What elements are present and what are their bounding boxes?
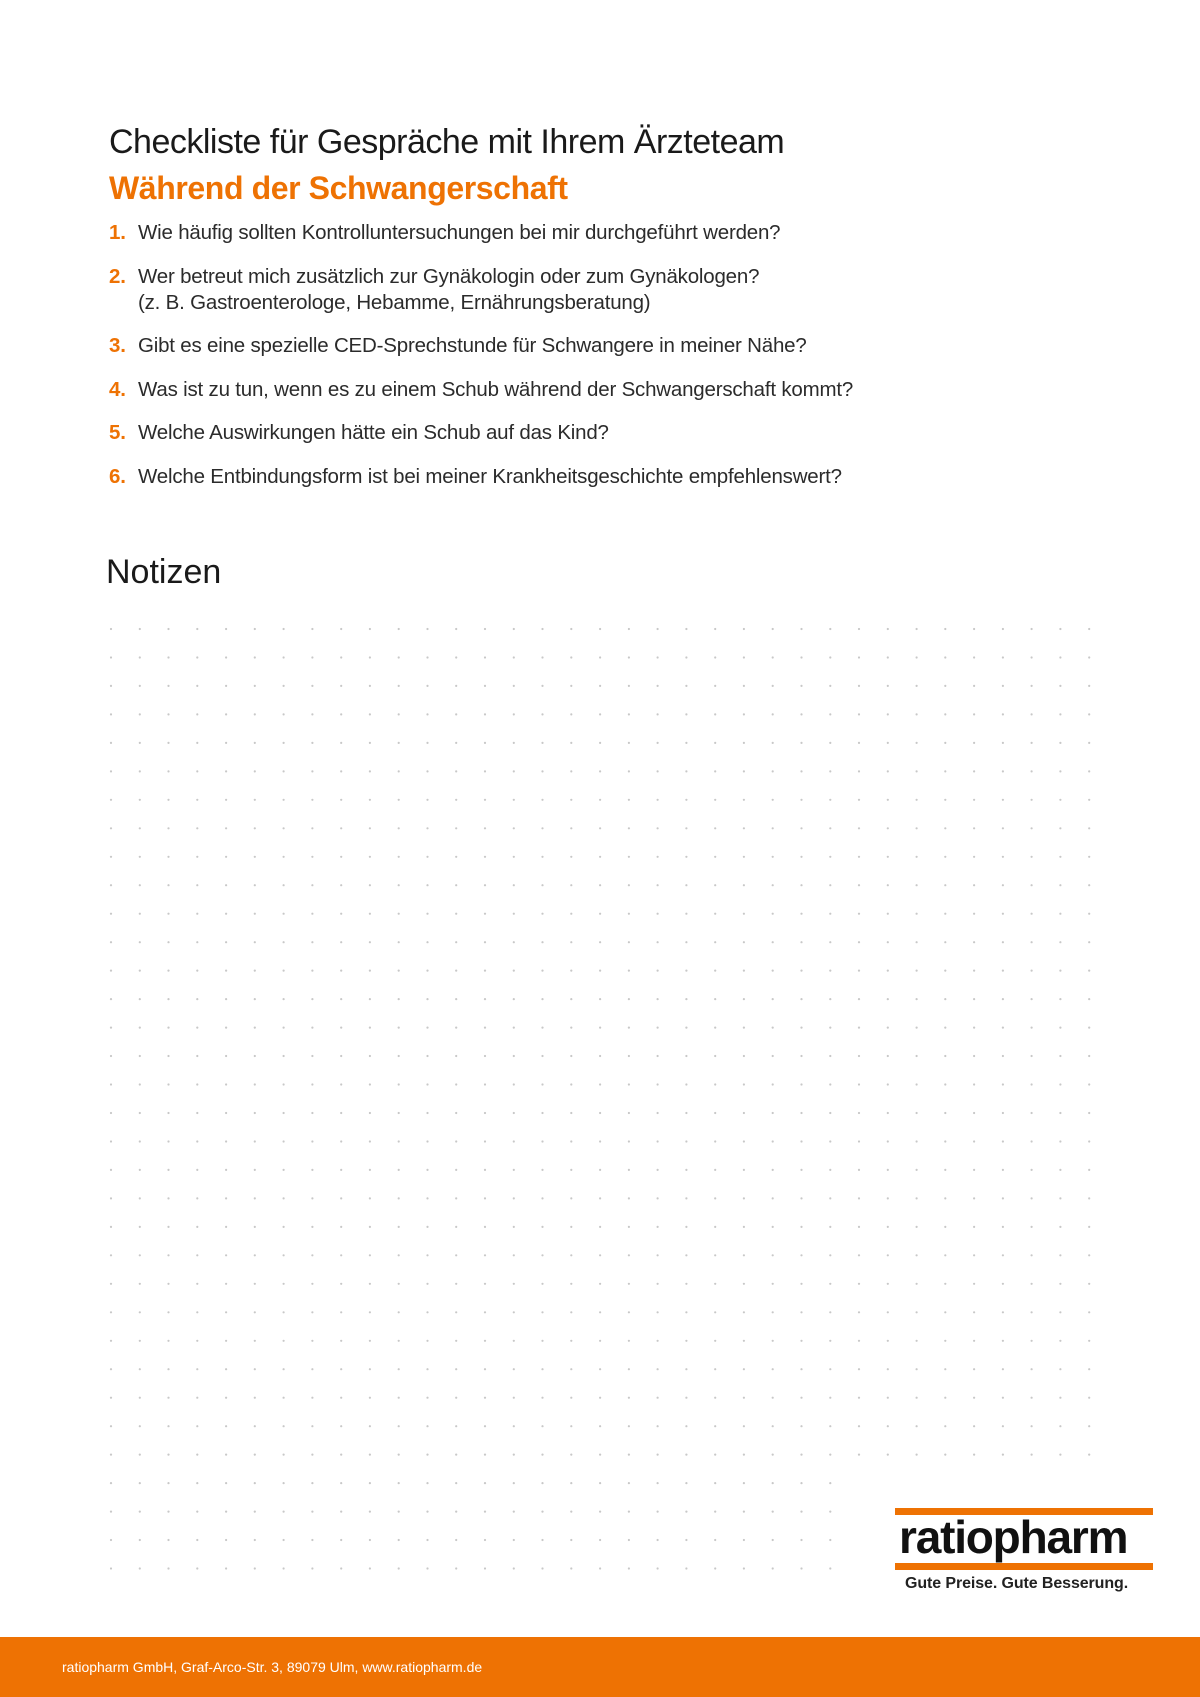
logo-wordmark: ratiopharm <box>899 1511 1128 1563</box>
question-number: 4. <box>109 377 126 401</box>
ratiopharm-logo <box>895 1508 1153 1598</box>
page-title: Checkliste für Gespräche mit Ihrem Ärzteteam <box>109 122 785 161</box>
question-text: Was ist zu tun, wenn es zu einem Schub während der Schwangerschaft kommt? <box>138 377 854 401</box>
page-subtitle: Während der Schwangerschaft <box>109 169 568 206</box>
logo-tagline: Gute Preise. Gute Besserung. <box>905 1575 1129 1592</box>
question-number: 3. <box>109 334 126 357</box>
question-list <box>109 220 1009 507</box>
question-item <box>109 377 1009 403</box>
question-text: Wer betreut mich zusätzlich zur Gynäkologin oder zum Gynäkologen? <box>138 264 760 288</box>
question-number: 1. <box>109 221 126 244</box>
question-number: 5. <box>109 421 126 444</box>
question-item <box>109 264 1009 316</box>
footer-band <box>0 1637 1200 1697</box>
notes-heading: Notizen <box>106 553 222 591</box>
logo-bar-bottom <box>895 1563 1153 1570</box>
question-text: Wie häufig sollten Kontrolluntersuchungen bei mir durchgeführt werden? <box>138 221 781 244</box>
question-text: Gibt es eine spezielle CED-Sprechstunde für Schwangere in meiner Nähe? <box>138 334 807 357</box>
question-item <box>109 464 1009 490</box>
question-number: 6. <box>109 464 126 488</box>
question-text: Welche Auswirkungen hätte ein Schub auf das Kind? <box>138 421 609 444</box>
question-item <box>109 333 1009 359</box>
question-subtext: (z. B. Gastroenterologe, Hebamme, Ernährungsberatung) <box>138 290 651 314</box>
question-item <box>109 420 1009 446</box>
question-number: 2. <box>109 264 126 288</box>
question-text-block <box>138 264 759 316</box>
footer-address: ratiopharm GmbH, Graf-Arco-Str. 3, 89079 Ulm, www.ratiopharm.de <box>62 1659 483 1675</box>
question-text: Welche Entbindungsform ist bei meiner Krankheitsgeschichte empfehlenswert? <box>138 464 842 488</box>
question-item <box>109 220 1009 246</box>
